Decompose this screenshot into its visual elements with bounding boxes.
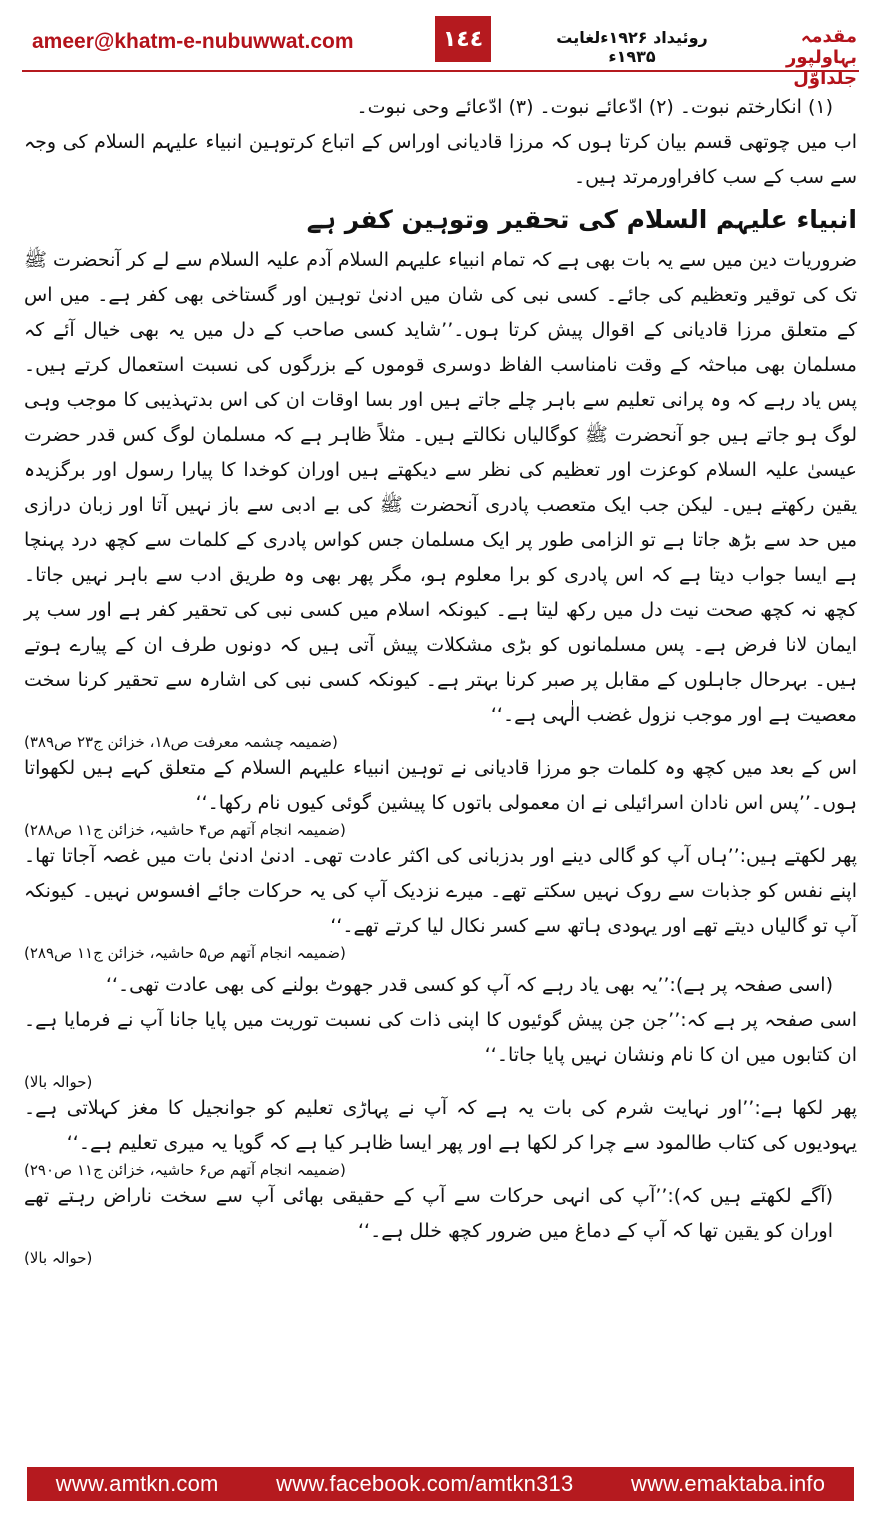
reference-line-5 [24, 1161, 857, 1179]
page-header [22, 14, 859, 89]
header-email[interactable]: ameer@khatm-e-nubuwwat.com [32, 30, 354, 53]
page-number-box [435, 16, 491, 62]
reference-line-3 [24, 944, 857, 962]
paragraph-7: اسی صفحہ پر ہے کہ:’’جن جن پیش گوئیوں کا اپنی ذات کی نسبت توریت میں پایا جانا آپ نے فرمایا ہے۔ ان کتابوں میں ان کا نام ونشان نہیں پایا جاتا۔‘‘ [24, 1009, 857, 1066]
page-number: ١٤٤ [442, 26, 484, 52]
reference-5: (ضمیمہ انجام آتھم ص۶ حاشیہ، خزائن ج۱۱ ص۲۹۰) [24, 1161, 346, 1179]
header-subtitle: روئیداد ۱۹۲۶ءلغایت ۱۹۳۵ء [556, 28, 708, 66]
footer-link-emaktaba[interactable]: www.emaktaba.info [631, 1471, 826, 1496]
reference-line-4 [24, 1073, 857, 1091]
header-title: مقدمہ بہاولپور جلداوّل [785, 26, 857, 89]
footer-bar [27, 1467, 854, 1501]
reference-line-2 [24, 821, 857, 839]
paragraph-6: (اسی صفحہ پر ہے):’’یہ بھی یاد رہے کہ آپ کو کسی قدر جھوٹ بولنے کی بھی عادت تھی۔‘‘ [105, 974, 833, 996]
page-body [24, 90, 857, 1267]
paragraph-9: (آگے لکھتے ہیں کہ):’’آپ کی انہی حرکات سے آپ کے حقیقی بھائی آپ سے سخت ناراض رہتے تھے اوران کو یقین تھا کہ آپ کے دماغ میں ضرور کچھ خلل ہے۔‘‘ [24, 1185, 833, 1242]
paragraph-5: پھر لکھتے ہیں:’’ہاں آپ کو گالی دینے اور بدزبانی کی اکثر عادت تھی۔ ادنیٰ ادنیٰ بات میں غصہ آجاتا تھا۔ اپنے نفس کو جذبات سے روک نہیں سکتے تھے۔ میرے نزدیک آپ کی یہ حرکات جائے افسوس نہیں۔ کیونکہ آپ تو گالیاں دیتے تھے اور یہودی ہاتھ سے کسر نکال لیا کرتے تھے۔‘‘ [24, 845, 857, 937]
reference-4: (حوالہ بالا) [24, 1073, 93, 1091]
section-heading: انبیاء علیہم السلام کی تحقیر وتوہین کفر ہے [306, 205, 857, 234]
paragraph-3: ضروریات دین میں سے یہ بات بھی ہے کہ تمام انبیاء علیہم السلام آدم علیہ السلام سے لے کر آنحضرت ﷺ تک کی توقیر وتعظیم کی جائے۔ کسی نبی کی شان میں ادنیٰ توہین اور گستاخی بھی کفر ہے۔ میں اس کے متعلق مرزا قادیانی کے اقوال پیش کرتا ہوں۔’’شاید کسی صاحب کے دل میں یہ بھی خیال آئے کہ مسلمان بھی مباحثہ کے وقت نامناسب الفاظ دوسری قوموں کے بزرگوں کی نسبت استعمال کرتے ہیں۔ پس یاد رہے کہ وہ پرانی تعلیم سے باہر چلے جاتے ہیں اور بسا اوقات ان کی اس بدتہذیبی کا موجب وہی لوگ ہو جاتے ہیں جو آنحضرت ﷺ کوگالیاں نکالتے ہیں۔ مثلاً ظاہر ہے کہ مسلمان لوگ کس قدر حضرت عیسیٰ علیہ السلام کوعزت اور تعظیم کی نظر سے دیکھتے ہیں اوران کوخدا کا پیارا رسول اور برگزیدہ یقین رکھتے ہیں۔ لیکن جب ایک متعصب پادری آنحضرت ﷺ کی بے ادبی سے باز نہیں آتا اور زبان درازی میں حد سے بڑھ جاتا ہے تو الزامی طور پر ایک مسلمان جس کواس پادری کے کلمات سے کچھ درد پہنچا ہے ایسا جواب دیتا ہے کہ اس پادری کو برا معلوم ہو، مگر پھر بھی وہ طریق ادب سے باہر نہیں جاتا۔ کچھ نہ کچھ صحت نیت دل میں رکھ لیتا ہے۔ کیونکہ اسلام میں کسی نبی کی تحقیر کفر ہے اور سب پر ایمان لانا فرض ہے۔ پس مسلمانوں کو بڑی مشکلات پیش آتی ہیں کہ دونوں طرف ان کے پیارے ہوتے ہیں۔ بہرحال جاہلوں کے مقابل پر صبر کرنا بہتر ہے۔ کیونکہ کسی نبی کی اشارہ سے تحقیر کرنا سخت معصیت ہے اور موجب نزول غضب الٰہی ہے۔‘‘ [24, 249, 857, 726]
paragraph-2: اب میں چوتھی قسم بیان کرتا ہوں کہ مرزا قادیانی اوراس کے اتباع کرتوہین انبیاء علیہم السلام کی وجہ سے سب کے سب کافراورمرتد ہیں۔ [24, 131, 857, 188]
footer-link-facebook[interactable]: www.facebook.com/amtkn313 [276, 1471, 574, 1496]
footer-link-amtkn[interactable]: www.amtkn.com [55, 1471, 219, 1496]
reference-2: (ضمیمہ انجام آتھم ص۴ حاشیہ، خزائن ج۱۱ ص۲۸۸) [24, 821, 346, 839]
reference-1: (ضمیمہ چشمہ معرفت ص۱۸، خزائن ج۲۳ ص۳۸۹) [24, 733, 338, 751]
paragraph-8: پھر لکھا ہے:’’اور نہایت شرم کی بات یہ ہے کہ آپ نے پہاڑی تعلیم کو جوانجیل کا مغز کہلاتی ہے۔ یہودیوں کی کتاب طالمود سے چرا کر لکھا ہے اور پھر ایسا ظاہر کیا ہے کہ گویا یہ میری تعلیم ہے۔‘‘ [24, 1097, 857, 1154]
text-line-1: (۱) انکارختم نبوت۔ (۲) ادّعائے نبوت۔ (۳) ادّعائے وحی نبوت۔ [356, 96, 833, 118]
reference-line-6 [24, 1249, 857, 1267]
reference-line-1 [24, 733, 857, 751]
reference-3: (ضمیمہ انجام آتھم ص۵ حاشیہ، خزائن ج۱۱ ص۲۸۹) [24, 944, 346, 962]
reference-6: (حوالہ بالا) [24, 1249, 93, 1267]
paragraph-4: اس کے بعد میں کچھ وہ کلمات جو مرزا قادیانی نے توہین انبیاء علیہم السلام کے متعلق کہے ہیں لکھواتا ہوں۔’’پس اس نادان اسرائیلی نے ان معمولی باتوں کا پیشین گوئی کیوں نام رکھا۔‘‘ [24, 757, 857, 814]
header-rule [22, 70, 859, 72]
